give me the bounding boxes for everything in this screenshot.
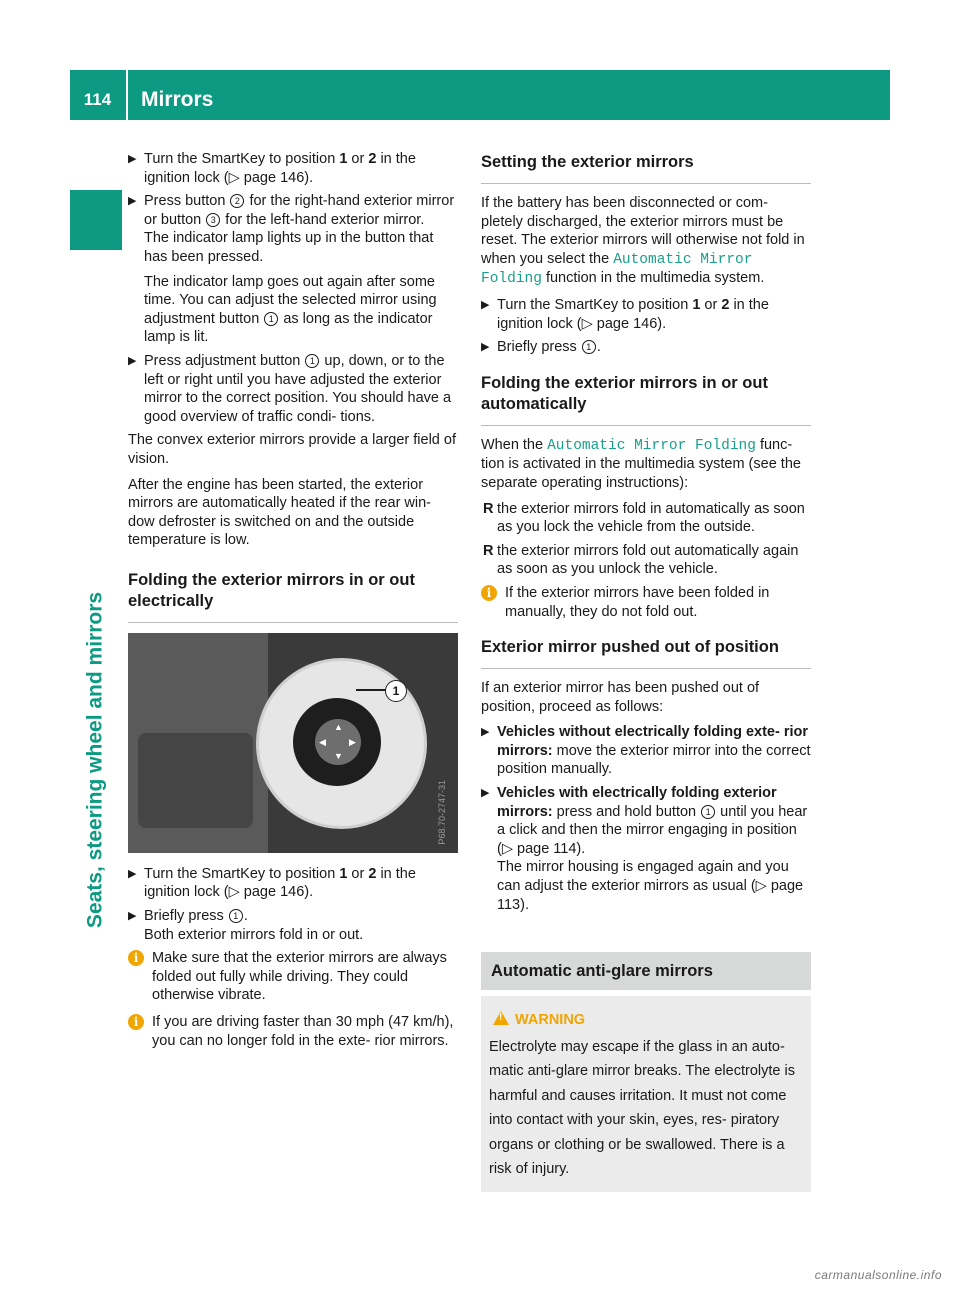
warning-box — [481, 996, 811, 1192]
instruction-step: ▶ Press button 2 for the right-hand exterior mirror or button 3 for the left-hand exterior mirror. The indicator lamp lights up in the button that has been pressed. The indicator lamp goes out again after some time. You can adjust the selected mirror using adjustment button 1 as long as the indicator lamp is lit. — [128, 193, 455, 346]
section-heading: Folding the exterior mirrors in or out electrically — [128, 570, 458, 623]
list-item: R the exterior mirrors fold out automatically again as soon as you unlock the vehicle. — [483, 542, 799, 578]
instruction-step: ▶ Briefly press 1 . Both exterior mirrors fold in or out. — [128, 908, 364, 943]
paragraph: After the engine has been started, the exterior mirrors are automatically heated if the rear win- dow defroster is switched on and the outside temperature is low. — [128, 476, 432, 549]
list-item: R the exterior mirrors fold in automatically as soon as you lock the vehicle from the outside. — [483, 500, 805, 536]
callout-line — [356, 689, 386, 691]
paragraph: The convex exterior mirrors provide a larger field of vision. — [128, 432, 456, 467]
door-switch-area — [138, 733, 253, 828]
step-arrow-icon: ▶ — [128, 910, 137, 923]
arrow-up-icon: ▲ — [334, 721, 343, 732]
step-arrow-icon: ▶ — [481, 341, 490, 354]
paragraph: If an exterior mirror has been pushed out of position, proceed as follows: — [481, 680, 760, 715]
right-column — [481, 150, 811, 1192]
instruction-step: ▶ Briefly press 1 . — [481, 339, 601, 356]
mirror-control-figure — [128, 633, 458, 853]
info-icon: i — [481, 585, 497, 601]
bullet-icon: R — [483, 542, 494, 559]
header-divider — [126, 70, 128, 120]
step-arrow-icon: ▶ — [481, 298, 490, 311]
info-note: i If you are driving faster than 30 mph (47 km/h), you can no longer fold in the exte- rior mirrors. — [128, 1013, 458, 1050]
warning-title: !WARNING — [489, 1008, 803, 1033]
callout-number: 1 — [582, 340, 596, 354]
step-arrow-icon: ▶ — [481, 787, 490, 800]
info-note: i Make sure that the exterior mirrors are always folded out fully while driving. They could otherwise vibrate. — [128, 949, 458, 1005]
section-heading: Exterior mirror pushed out of position — [481, 637, 811, 669]
info-note: i If the exterior mirrors have been folded in manually, they do not fold out. — [481, 584, 811, 621]
instruction-step: ▶ Vehicles without electrically folding exte- rior mirrors: move the exterior mirror into the correct position manually. — [481, 724, 811, 778]
section-tab — [70, 190, 122, 250]
figure-reference: P68.70-2747-31 — [437, 780, 448, 845]
step-arrow-icon: ▶ — [128, 867, 137, 880]
callout-number: 2 — [230, 194, 244, 208]
callout-number: 1 — [305, 354, 319, 368]
step-arrow-icon: ▶ — [128, 195, 137, 208]
callout-number: 3 — [206, 213, 220, 227]
page-title: Mirrors — [141, 88, 214, 111]
menu-function-name: Automatic Mirror Folding — [547, 437, 756, 454]
arrow-right-icon: ▶ — [349, 736, 356, 747]
instruction-step: ▶ Press adjustment button 1 up, down, or to the left or right until you have adjusted the exterior mirror to the correct position. You should have a good overview of traffic condi- tions. — [128, 352, 452, 425]
info-icon: i — [128, 1014, 144, 1030]
watermark: carmanualsonline.info — [814, 1268, 942, 1282]
callout-number: 1 — [701, 805, 715, 819]
step-arrow-icon: ▶ — [128, 354, 137, 367]
warning-text: Electrolyte may escape if the glass in an auto- matic anti-glare mirror breaks. The electrolyte is harmful and causes irritation. It must not come into contact with your skin, eyes, res- piratory organs or clothing or be swallowed. There is a risk of injury. — [489, 1038, 795, 1178]
callout-number: 1 — [264, 312, 278, 326]
info-icon: i — [128, 950, 144, 966]
section-banner: Automatic anti-glare mirrors — [481, 952, 811, 990]
page-number: 114 — [83, 90, 112, 109]
arrow-left-icon: ◀ — [319, 736, 326, 747]
left-column — [128, 150, 458, 1058]
step-arrow-icon: ▶ — [481, 726, 490, 739]
section-heading: Setting the exterior mirrors — [481, 152, 811, 184]
step-arrow-icon: ▶ — [128, 153, 137, 165]
section-heading: Folding the exterior mirrors in or out automatically — [481, 373, 811, 426]
warning-icon — [493, 1011, 509, 1025]
instruction-step: ▶ Turn the SmartKey to position 1 or 2 in the ignition lock (▷ page 146). — [481, 296, 769, 332]
arrow-down-icon: ▼ — [334, 750, 343, 761]
bullet-icon: R — [483, 500, 494, 517]
instruction-step: ▶ Turn the SmartKey to position 1 or 2 in the ignition lock (▷ page 146). — [128, 865, 416, 901]
instruction-step: ▶ Vehicles with electrically folding exterior mirrors: press and hold button 1 until you hear a click and then the mirror engaging in position (▷ page 114). The mirror housing is engaged again and you can adjust the exterior mirrors as usual (▷ page 113). — [481, 785, 808, 913]
figure-callout: 1 — [385, 680, 407, 702]
menu-function-name: Automatic Mirror Folding — [481, 251, 753, 288]
paragraph: If the battery has been disconnected or com- pletely discharged, the exterior mirrors must be reset. The exterior mirrors will otherwise not fold in when you select the Automatic Mirror Folding function in the multimedia system. — [481, 195, 805, 288]
paragraph: When the Automatic Mirror Folding func- tion is activated in the multimedia system (see the separate operating instructions): — [481, 436, 801, 491]
instruction-step: ▶ Turn the SmartKey to position 1 or 2 in the ignition lock (▷ page 146). — [128, 151, 416, 186]
section-label: Seats, steering wheel and mirrors — [83, 591, 107, 929]
callout-number: 1 — [229, 909, 243, 923]
